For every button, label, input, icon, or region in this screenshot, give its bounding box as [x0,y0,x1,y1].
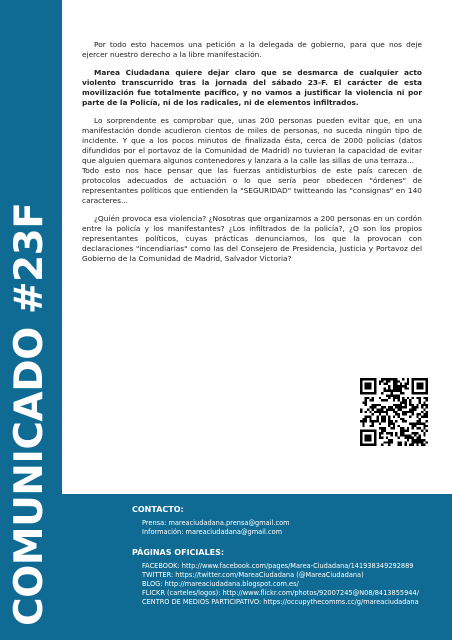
contact-info[interactable]: Información: mareaciudadana@gmail.com [142,528,283,536]
link-flickr[interactable]: FLICKR (carteles/logos): http://www.flickr.com/photos/92007245@N08/8413855944/ [142,589,419,597]
link-blog[interactable]: BLOG: http://mareaciudadana.blogspot.com.es/ [142,580,299,588]
vertical-title: COMUNICADO #23F [7,202,52,626]
link-centro-medios[interactable]: CENTRO DE MEDIOS PARTICIPATIVO: https://occupythecomms.cc/g/mareaciudadana [142,598,419,606]
contact-footer [62,494,452,640]
pages-heading: PÁGINAS OFICIALES: [132,548,225,557]
paragraph-statement: Marea Ciudadana quiere dejar claro que se desmarca de cualquier acto violento transcurrido tras la jornada del sábado 23-F. El carácter de esta movilización fue totalmente pacífico, y no vamos a justificar la violencia ni por parte de la Policía, ni de los radicales, ni de elementos infiltrados. [82,68,422,107]
link-twitter[interactable]: TWITTER: https://twitter.com/MareaCiudadana (@MareaCiudadana) [142,571,364,579]
contact-prensa[interactable]: Prensa: mareaciudadana.prensa@gmail.com [142,519,290,527]
sidebar-band [0,0,62,640]
contact-heading: CONTACTO: [132,505,184,514]
paragraph-petition: Por todo esto hacemos una petición a la delegada de gobierno, para que nos deje ejercer nuestro derecho a la libre manifestación. [82,40,422,59]
link-facebook[interactable]: FACEBOOK: http://www.facebook.com/pages/Marea-Ciudadana/141938349292889 [142,562,414,570]
body-text [82,40,422,272]
paragraph-surprise: Lo sorprendente es comprobar que, unas 200 personas pueden evitar que, en una manifestación donde acudieron cientos de miles de personas, no suceda ningún tipo de incidente. Y que a los pocos minutos de finalizada ésta, cerca de 2000 policías (datos difundidos por el portavoz de la Comunidad de Madrid) no tuvieran la capacidad de evitar que alguien quemara algunos contenedores y lanzara a la calle las sillas de una terraza... [82,116,422,165]
qr-code-icon [360,378,428,446]
paragraph-protocols: Todo esto nos hace pensar que las fuerzas antidisturbios de este país carecen de protocolos adecuados de actuación o lo que sería peor obedecen "órdenes" de representantes políticos que entienden la "SEGURIDAD" twitteando las "consignas" en 140 caracteres... [82,166,422,205]
paragraph-questions: ¿Quién provoca esa violencia? ¿Nosotras que organizamos a 200 personas en un cordón entre la policía y los manifestantes? ¿Los infiltrados de la policía?, ¿O son los propios representantes políticos, cuyas prácticas denunciamos, los que la provocan con declaraciones "incendiarias" como las del Consejero de Presidencia, Justicia y Portavoz del Gobierno de la Comunidad de Madrid, Salvador Victoria? [82,214,422,263]
